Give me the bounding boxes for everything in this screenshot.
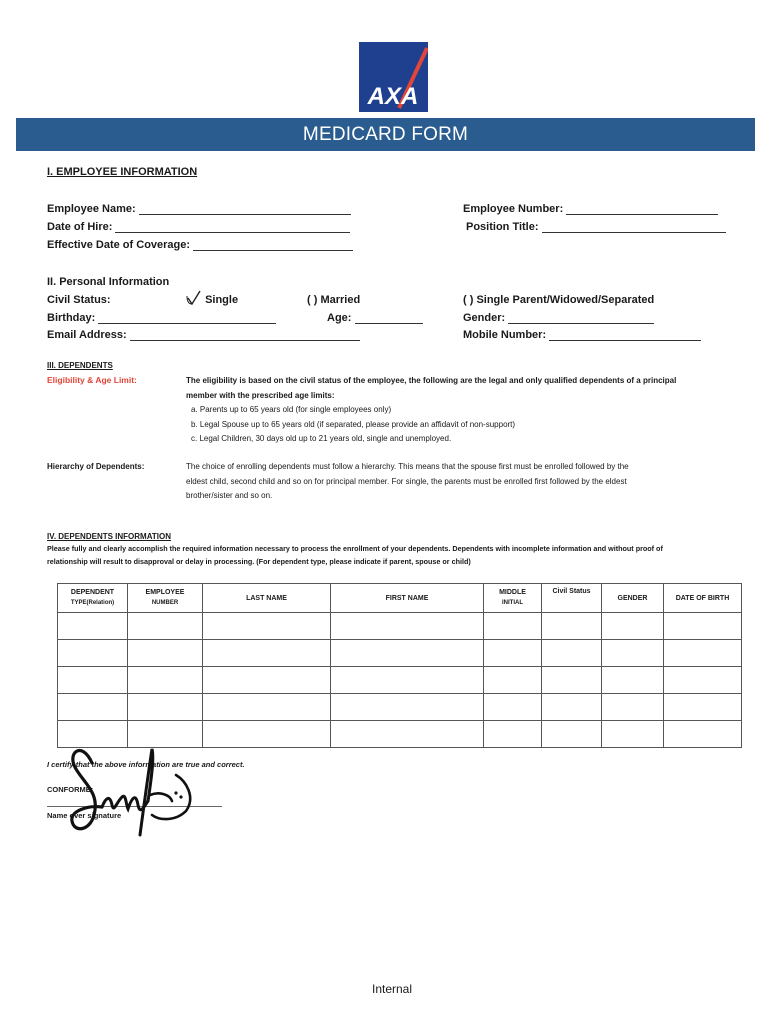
civil-status-married-option[interactable]: ( ) Married	[307, 294, 361, 306]
column-header-middle-initial: MIDDLE INITIAL	[484, 584, 542, 613]
dependents-table	[57, 583, 742, 748]
table-cell[interactable]	[542, 640, 602, 667]
mobile-number-label: Mobile Number:	[463, 329, 547, 341]
table-cell[interactable]	[331, 613, 484, 640]
table-cell[interactable]	[484, 640, 542, 667]
date-of-hire-line	[115, 222, 350, 233]
table-cell[interactable]	[602, 640, 664, 667]
mobile-number-field[interactable]	[463, 329, 701, 341]
table-cell[interactable]	[58, 640, 128, 667]
table-cell[interactable]	[602, 694, 664, 721]
mobile-number-line	[549, 330, 701, 341]
svg-text:AXA: AXA	[367, 83, 419, 110]
table-cell[interactable]	[58, 613, 128, 640]
civil-status-label: Civil Status:	[47, 294, 111, 306]
table-row	[58, 667, 742, 694]
table-row	[58, 694, 742, 721]
table-row	[58, 613, 742, 640]
section-employee-information-heading: I. EMPLOYEE INFORMATION	[47, 166, 198, 178]
table-cell[interactable]	[602, 667, 664, 694]
eligibility-line-1: The eligibility is based on the civil status of the employee, the following are the legal and only qualified dependents of a principal	[186, 376, 677, 385]
table-cell[interactable]	[128, 667, 203, 694]
footer-classification: Internal	[372, 982, 413, 996]
email-address-label: Email Address:	[47, 329, 127, 341]
eligibility-line-2: member with the prescribed age limits:	[186, 390, 335, 400]
table-cell[interactable]	[602, 721, 664, 748]
date-of-hire-label: Date of Hire:	[47, 221, 113, 233]
table-cell[interactable]	[331, 721, 484, 748]
section-personal-information-heading: II. Personal Information	[47, 276, 170, 288]
position-title-field[interactable]	[466, 221, 726, 233]
eligibility-item-b: b. Legal Spouse up to 65 years old (if separated, please provide an affidavit of non-support)	[191, 419, 516, 429]
section-dependents-information-heading: IV. DEPENDENTS INFORMATION	[47, 532, 172, 541]
employee-name-field[interactable]	[47, 203, 351, 215]
table-cell[interactable]	[128, 694, 203, 721]
table-cell[interactable]	[203, 721, 331, 748]
position-title-label: Position Title:	[466, 221, 539, 233]
age-line	[355, 313, 423, 324]
checkmark-icon	[186, 294, 205, 306]
email-address-line	[130, 330, 360, 341]
dependents-information-note	[47, 542, 747, 568]
gender-field[interactable]	[463, 312, 654, 324]
table-cell[interactable]	[331, 667, 484, 694]
table-cell[interactable]	[203, 667, 331, 694]
table-cell[interactable]	[484, 667, 542, 694]
form-title: MEDICARD FORM	[16, 118, 755, 151]
column-header-last-name: LAST NAME	[203, 584, 331, 613]
eligibility-item-a: a. Parents up to 65 years old (for single employees only)	[191, 405, 392, 414]
eligibility-text	[186, 374, 746, 447]
dependents-note-line-1: Please fully and clearly accomplish the required information necessary to process the enrollment of your dependents. Dependents with incomplete information and without proof of	[47, 544, 663, 553]
table-cell[interactable]	[58, 667, 128, 694]
single-label: Single	[205, 294, 239, 306]
civil-status-single-parent-option[interactable]: ( ) Single Parent/Widowed/Separated	[463, 294, 655, 306]
certification-statement: I certify that the above information are true and correct.	[47, 760, 245, 769]
name-over-signature-label: Name over signature	[47, 811, 122, 820]
employee-name-label: Employee Name:	[47, 203, 136, 215]
employee-number-line	[566, 204, 718, 215]
employee-number-field[interactable]	[463, 203, 718, 215]
table-cell[interactable]	[664, 640, 742, 667]
effective-date-label: Effective Date of Coverage:	[47, 239, 191, 251]
eligibility-label: Eligibility & Age Limit:	[47, 375, 137, 385]
table-cell[interactable]	[331, 640, 484, 667]
column-header-dependent-type: DEPENDENT TYPE(Relation)	[58, 584, 128, 613]
table-cell[interactable]	[542, 613, 602, 640]
column-header-employee-number: EMPLOYEE NUMBER	[128, 584, 203, 613]
effective-date-field[interactable]	[47, 239, 353, 251]
hierarchy-text	[186, 460, 746, 504]
table-cell[interactable]	[542, 694, 602, 721]
table-cell[interactable]	[203, 613, 331, 640]
gender-line	[508, 313, 654, 324]
table-cell[interactable]	[128, 640, 203, 667]
table-cell[interactable]	[484, 694, 542, 721]
birthday-line	[98, 313, 276, 324]
gender-label: Gender:	[463, 312, 506, 324]
handwritten-signature	[64, 735, 204, 850]
table-header-row	[58, 584, 742, 613]
table-cell[interactable]	[331, 694, 484, 721]
table-cell[interactable]	[664, 694, 742, 721]
table-cell[interactable]	[58, 694, 128, 721]
axa-logo	[359, 42, 428, 112]
birthday-field[interactable]	[47, 312, 276, 324]
table-cell[interactable]	[664, 721, 742, 748]
table-cell[interactable]	[542, 667, 602, 694]
column-header-date-of-birth: DATE OF BIRTH	[664, 584, 742, 613]
table-row	[58, 640, 742, 667]
effective-date-line	[193, 240, 353, 251]
birthday-label: Birthday:	[47, 312, 96, 324]
table-cell[interactable]	[664, 613, 742, 640]
employee-name-line	[139, 204, 351, 215]
position-title-line	[542, 222, 726, 233]
table-cell[interactable]	[484, 721, 542, 748]
table-cell[interactable]	[484, 613, 542, 640]
age-field[interactable]	[327, 312, 423, 324]
table-cell[interactable]	[203, 640, 331, 667]
hierarchy-label: Hierarchy of Dependents:	[47, 462, 145, 471]
conforme-label: CONFORME:	[47, 785, 94, 794]
table-cell[interactable]	[602, 613, 664, 640]
civil-status-single-option[interactable]	[186, 290, 238, 306]
eligibility-item-c: c. Legal Children, 30 days old up to 21 years old, single and unemployed.	[191, 434, 452, 443]
table-cell[interactable]	[203, 694, 331, 721]
hierarchy-line-1: The choice of enrolling dependents must follow a hierarchy. This means that the spouse first must be enrolled followed by the	[186, 462, 629, 471]
date-of-hire-field[interactable]	[47, 221, 350, 233]
hierarchy-line-2: eldest child, second child and so on for principal member. For single, the parents must be enrolled first followed by the eldest	[186, 476, 627, 486]
employee-number-label: Employee Number:	[463, 203, 564, 215]
table-cell[interactable]	[128, 613, 203, 640]
email-address-field[interactable]	[47, 329, 360, 341]
column-header-first-name: FIRST NAME	[331, 584, 484, 613]
section-dependents-heading: III. DEPENDENTS	[47, 361, 113, 370]
column-header-gender: GENDER	[602, 584, 664, 613]
age-label: Age:	[327, 312, 352, 324]
dependents-note-line-2: relationship will result to disapproval or delay in processing. (For dependent type, please indicate if parent, spouse or child)	[47, 557, 471, 566]
hierarchy-line-3: brother/sister and so on.	[186, 491, 273, 500]
table-cell[interactable]	[542, 721, 602, 748]
table-cell[interactable]	[664, 667, 742, 694]
column-header-civil-status: Civil Status	[542, 584, 602, 613]
